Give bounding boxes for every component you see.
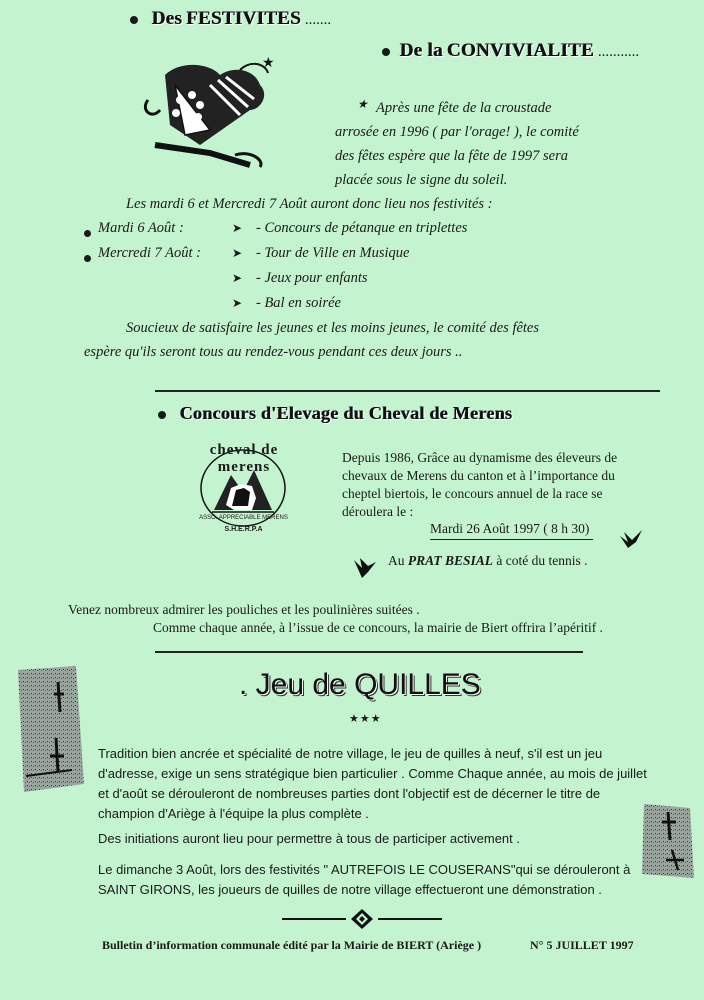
convivialite-title-dots: ........... <box>598 47 640 59</box>
festivites-title-main: FESTIVITES <box>186 8 302 29</box>
schedule-event-3: - Jeux pour enfants <box>256 270 368 286</box>
quilles-para1-1: Tradition bien ancrée et spécialité de notre village, le jeu de quilles à neuf, s'il est un jeu <box>98 746 603 761</box>
cheval-invite-1: Venez nombreux admirer les pouliches et les poulinières suitées . <box>68 602 420 617</box>
convivialite-title-prefix: De la <box>400 40 444 61</box>
skittles-photo <box>638 800 696 882</box>
festivites-title-dots: ....... <box>305 15 332 27</box>
cheval-place <box>388 552 588 570</box>
cheval-desc-3: cheptel biertois, le concours annuel de la race se <box>342 486 603 501</box>
convivialite-title-main: CONVIVIALITE <box>447 40 595 61</box>
section-divider <box>155 390 660 392</box>
cheval-date: Mardi 26 Août 1997 ( 8 h 30) <box>430 520 593 540</box>
intro-line-4: placée sous le signe du soleil. <box>335 172 508 188</box>
quilles-para3-2: SAINT GIRONS, les joueurs de quilles de notre village effectueront une démonstration . <box>98 882 602 897</box>
ornament-divider <box>282 908 442 930</box>
arrow-icon: ➤ <box>232 271 243 285</box>
bullet-icon <box>382 48 390 56</box>
arrow-icon: ➤ <box>232 221 243 235</box>
intro-line-2: arrosée en 1996 ( par l'orage! ), le comité <box>335 124 579 140</box>
bird-icon <box>618 528 644 550</box>
star-icon: ★ <box>357 97 368 111</box>
arrow-icon: ➤ <box>232 246 243 260</box>
schedule-day-1: Mardi 6 Août : <box>98 220 184 236</box>
festivites-announce: Les mardi 6 et Mercredi 7 Août auront donc lieu nos festivités : <box>126 196 493 212</box>
festivites-title <box>130 8 332 30</box>
footer-bulletin: Bulletin d’information communale édité par la Mairie de BIERT (Ariège ) <box>102 938 482 952</box>
closing-line-1: Soucieux de satisfaire les jeunes et les moins jeunes, le comité des fêtes <box>126 320 540 336</box>
cheval-title-text: Concours d'Elevage du Cheval de Merens <box>180 403 513 423</box>
party-streamers-icon <box>140 55 280 170</box>
section-divider <box>155 651 583 653</box>
bullet-icon <box>84 249 91 267</box>
cheval-desc-4: déroulera le : <box>342 504 414 519</box>
schedule-event-4: - Bal en soirée <box>256 295 341 311</box>
quilles-title: . Jeu de QUILLES <box>239 668 481 701</box>
logo-top-text: cheval de merens <box>209 442 279 475</box>
place-name: PRAT BESIAL <box>407 553 494 568</box>
schedule-event-2: - Tour de Ville en Musique <box>256 245 410 261</box>
logo-bottom-text: ASSO. APPRECIABLE MERENS <box>199 515 288 521</box>
place-suffix: à coté du tennis . <box>496 553 588 568</box>
quilles-para1-3: et d'août se dérouleront de nombreuses parties dont l'objectif est de décerner le titre de <box>98 786 601 801</box>
skittles-photo <box>14 664 86 794</box>
svg-text:★: ★ <box>262 55 275 71</box>
closing-line-2: espère qu'ils seront tous au rendez-vous pendant ces deux jours .. <box>84 344 463 360</box>
quilles-para1-2: d'adresse, exige un sens stratégique bien particulier . Comme Chaque année, au mois de juillet <box>98 766 647 781</box>
footer-issue: N° 5 JUILLET 1997 <box>530 938 634 952</box>
schedule-day-2: Mercredi 7 Août : <box>98 245 201 261</box>
place-prefix: Au <box>388 553 405 568</box>
quilles-para3-1: Le dimanche 3 Août, lors des festivités " AUTREFOIS LE COUSERANS"qui se dérouleront à <box>98 862 631 877</box>
cheval-desc-1: Depuis 1986, Grâce au dynamisme des éleveurs de <box>342 450 618 465</box>
quilles-para1-4: champion d'Ariège à l'équipe la plus complète . <box>98 806 369 821</box>
bullet-icon <box>158 411 166 419</box>
bird-icon <box>352 556 378 580</box>
schedule-event-1: - Concours de pétanque en triplettes <box>256 220 468 236</box>
intro-line-1: Après une fête de la croustade <box>376 100 552 116</box>
quilles-stars: ★★★ <box>349 712 382 725</box>
cheval-title <box>158 403 513 424</box>
intro-line-3: des fêtes espère que la fête de 1997 sera <box>335 148 569 164</box>
arrow-icon: ➤ <box>232 296 243 310</box>
bullet-icon <box>84 224 91 242</box>
quilles-para2: Des initiations auront lieu pour permettre à tous de participer activement . <box>98 831 520 846</box>
convivialite-title <box>382 40 640 62</box>
logo-code-text: S.H.E.R.P.A <box>224 526 263 533</box>
cheval-desc-2: chevaux de Merens du canton et à l’importance du <box>342 468 615 483</box>
cheval-invite-2: Comme chaque année, à l’issue de ce concours, la mairie de Biert offrira l’apéritif . <box>153 620 603 635</box>
merens-horse-logo <box>186 440 301 540</box>
bullet-icon <box>130 16 138 24</box>
festivites-title-prefix: Des <box>152 8 183 29</box>
